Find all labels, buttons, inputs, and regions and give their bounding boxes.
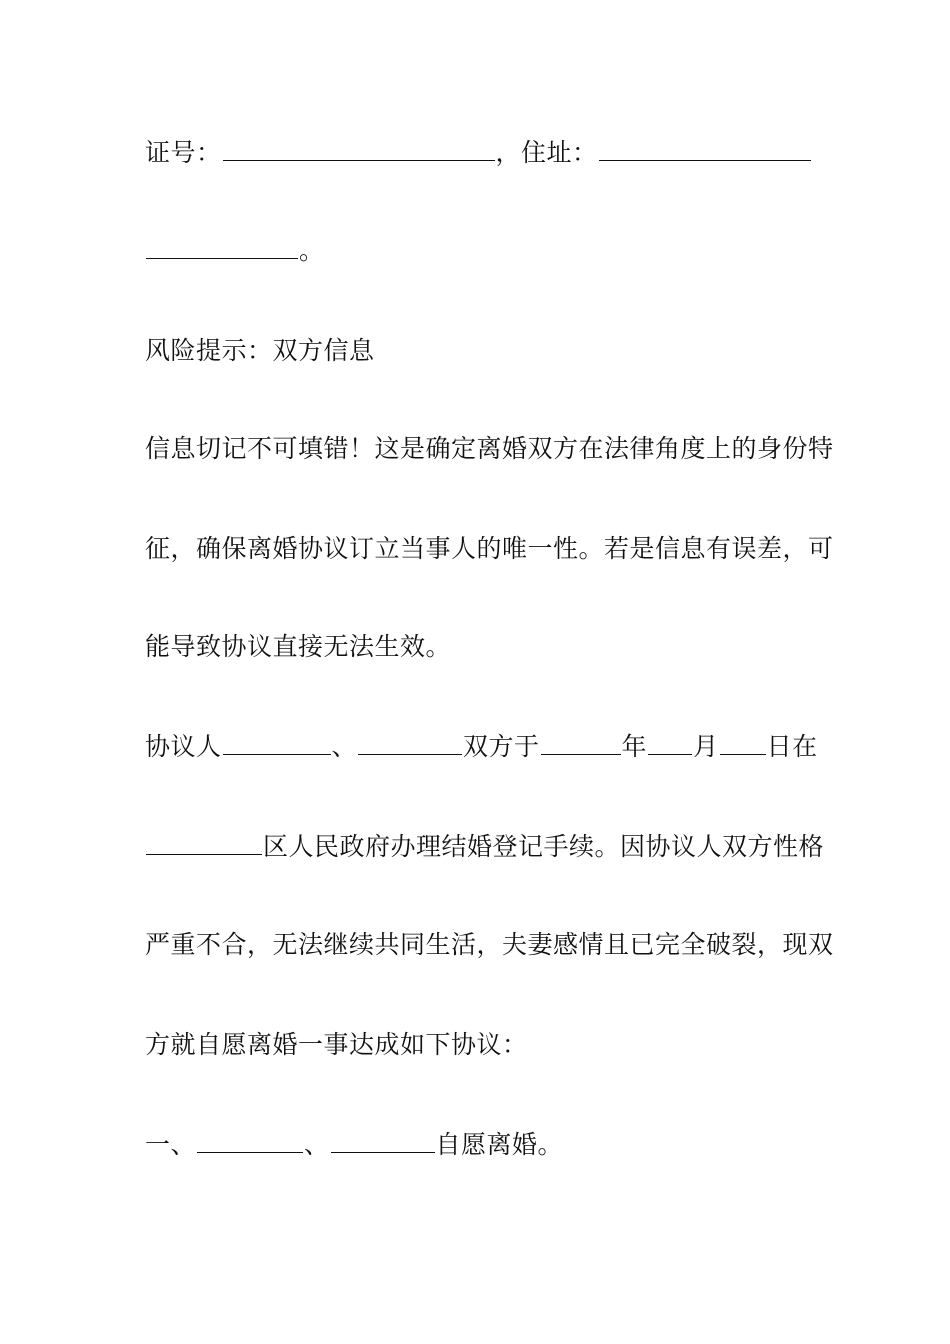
id-label: 证号： — [145, 138, 222, 167]
day-label: 日在 — [766, 732, 818, 761]
district-blank[interactable] — [146, 832, 262, 855]
paragraph-line: 能导致协议直接无法生效。 — [145, 632, 452, 661]
clause-text: 自愿离婚。 — [435, 1130, 564, 1159]
address-label: ，住址： — [495, 138, 598, 167]
paragraph-line: 征，确保离婚协议订立当事人的唯一性。若是信息有误差，可 — [145, 534, 834, 563]
day-blank[interactable] — [720, 732, 766, 755]
id-address-line — [145, 138, 815, 168]
separator: 、 — [304, 1130, 330, 1159]
month-blank[interactable] — [648, 732, 692, 755]
parties-text: 双方于 — [463, 732, 540, 761]
period: 。 — [299, 236, 325, 265]
clause-number: 一、 — [145, 1130, 197, 1159]
id-number-blank[interactable] — [223, 138, 495, 161]
address-continuation-line — [145, 236, 815, 266]
address-blank[interactable] — [599, 138, 811, 161]
parties-label: 协议人 — [145, 732, 222, 761]
clause-one-line — [145, 1130, 815, 1160]
paragraph-line: 信息切记不可填错！这是确定离婚双方在法律角度上的身份特 — [145, 434, 834, 463]
year-blank[interactable] — [541, 732, 621, 755]
party2-blank[interactable] — [358, 732, 462, 755]
paragraph-line: 严重不合，无法继续共同生活，夫妻感情且已完全破裂，现双 — [145, 930, 834, 959]
separator: 、 — [331, 732, 358, 761]
paragraph-line: 方就自愿离婚一事达成如下协议： — [145, 1030, 528, 1059]
year-label: 年 — [621, 732, 648, 761]
month-label: 月 — [693, 732, 719, 761]
clause-party2-blank[interactable] — [331, 1130, 435, 1153]
agreement-parties-line — [145, 732, 818, 762]
risk-heading: 风险提示：双方信息 — [145, 336, 375, 365]
district-text: 区人民政府办理结婚登记手续。因协议人双方性格 — [263, 832, 825, 861]
party1-blank[interactable] — [223, 732, 331, 755]
clause-party1-blank[interactable] — [197, 1130, 303, 1153]
district-line — [145, 832, 825, 862]
address-blank-cont[interactable] — [146, 236, 298, 259]
